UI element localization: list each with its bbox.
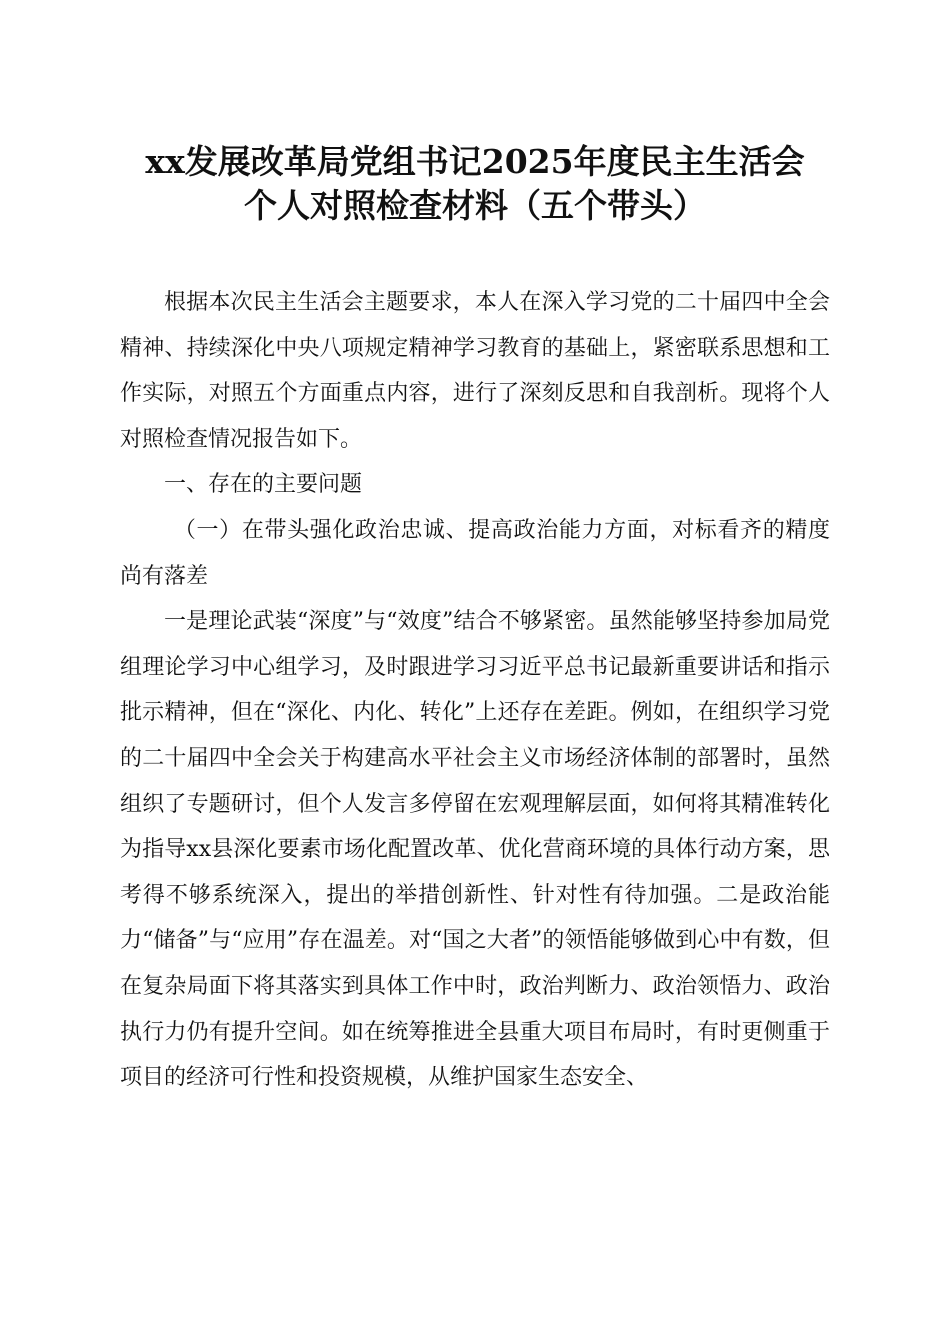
document-body (120, 280, 830, 1101)
subsection-heading-1: （一）在带头强化政治忠诚、提高政治能力方面，对标看齐的精度尚有落差 (120, 517, 830, 589)
body-paragraph: 一是理论武装“深度”与“效度”结合不够紧密。虽然能够坚持参加局党组理论学习中心组学习，及时跟进学习习近平总书记最新重要讲话和指示批示精神，但在“深化、内化、转化”上还存在差距。例如，在组织学习党的二十届四中全会关于构建高水平社会主义市场经济体制的部署时，虽然组织了专题研讨，但个人发言多停留在宏观理解层面，如何将其精准转化为指导xx县深化要素市场化配置改革、优化营商环境的具体行动方案，思考得不够系统深入，提出的举措创新性、针对性有待加强。二是政治能力“储备”与“应用”存在温差。对“国之大者”的领悟能够做到心中有数，但在复杂局面下将其落实到具体工作中时，政治判断力、政治领悟力、政治执行力仍有提升空间。如在统筹推进全县重大项目布局时，有时更侧重于项目的经济可行性和投资规模，从维护国家生态安全、 (120, 609, 830, 1091)
section-heading-1: 一、存在的主要问题 (164, 472, 363, 498)
title-line-2: 个人对照检查材料（五个带头） (244, 186, 706, 225)
title-line-1: xx发展改革局党组书记2025年度民主生活会 (145, 142, 805, 181)
intro-paragraph: 根据本次民主生活会主题要求，本人在深入学习党的二十届四中全会精神、持续深化中央八项规定精神学习教育的基础上，紧密联系思想和工作实际，对照五个方面重点内容，进行了深刻反思和自我剖析。现将个人对照检查情况报告如下。 (120, 290, 830, 452)
document-title (60, 140, 890, 228)
